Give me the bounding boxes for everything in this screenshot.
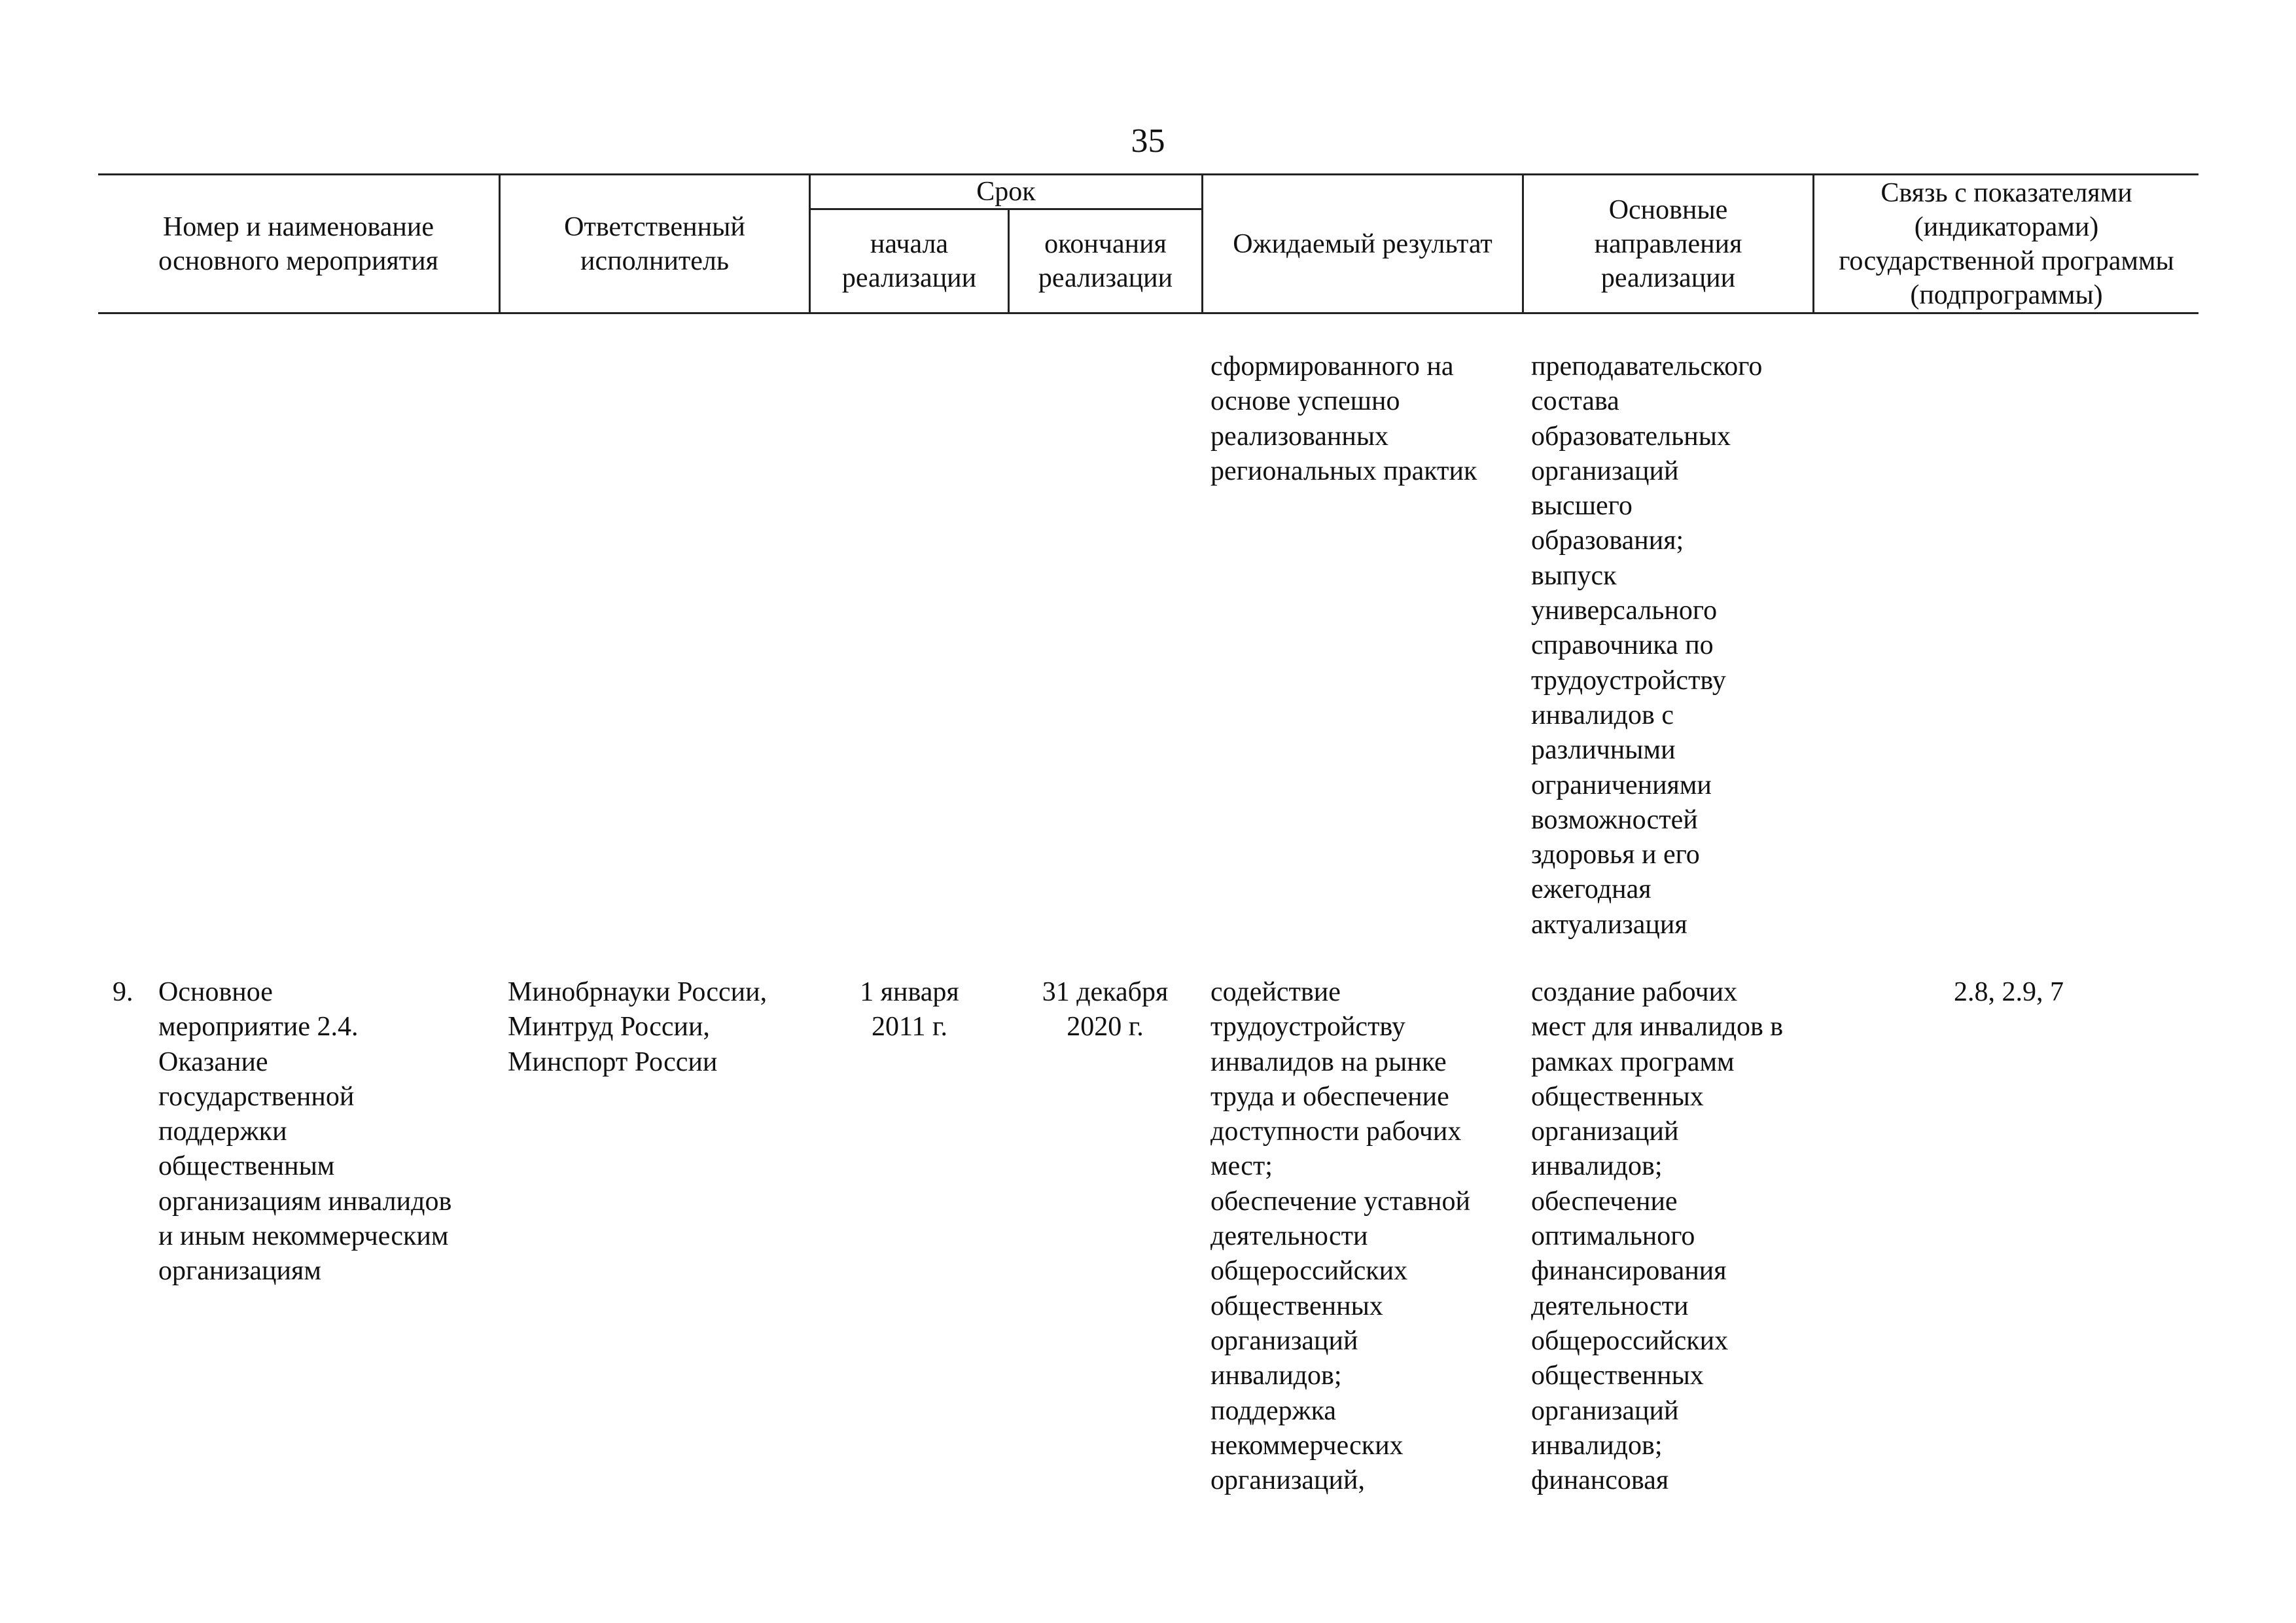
header-col-indicators: Связь с показателями (индикаторами) государственной программы (подпрограммы) [1839, 177, 2174, 310]
header-bottom-rule [98, 312, 2199, 314]
continuation-result: сформированного на основе успешно реализованных региональных практик [1210, 351, 1477, 486]
row9-number: 9. [113, 977, 133, 1007]
header-col-executor: Ответственный исполнитель [564, 211, 745, 276]
row9-end-date: 31 декабря 2020 г. [1042, 977, 1169, 1043]
row9-start-date: 1 января 2011 г. [860, 977, 959, 1043]
header-col-directions: Основные направления реализации [1594, 194, 1742, 293]
header-col-name: Номер и наименование основного мероприятия [158, 211, 438, 276]
header-col-srok-start: начала реализации [841, 229, 977, 293]
row9-result: содействие трудоустройству инвалидов на рынке труда и обеспечение доступности рабочих мест; обеспечение уставной деятельности общероссийских общественных организаций инвалидов; поддержка некоммерческих организаций, [1210, 977, 1471, 1496]
row9-executor: Минобрнауки России, Минтруд России, Минспорт России [508, 977, 768, 1077]
page-number: 35 [1131, 122, 1165, 160]
header-col-srok-end: окончания реализации [1038, 229, 1173, 293]
row9-directions: создание рабочих мест для инвалидов в рамках программ общественных организаций инвалидов; обеспечение оптимального финансирования деятельности общероссийских общественных организаций инвалидов; финансовая [1531, 977, 1784, 1496]
header-col-srok: Срок [976, 177, 1036, 207]
row9-name: Основное мероприятие 2.4. Оказание государственной поддержки общественным организациям инвалидов и иным некоммерческим организациям [158, 977, 452, 1287]
row9-indicators: 2.8, 2.9, 7 [1954, 977, 2064, 1007]
header-col-result: Ожидаемый результат [1233, 228, 1492, 259]
table-header [0, 0, 2296, 321]
continuation-directions: преподавательского состава образовательных организаций высшего образования; выпуск универсального справочника по трудоустройству инвалидов с различными ограничениями возможностей здоровья и его ежегодная актуализация [1531, 351, 1763, 940]
